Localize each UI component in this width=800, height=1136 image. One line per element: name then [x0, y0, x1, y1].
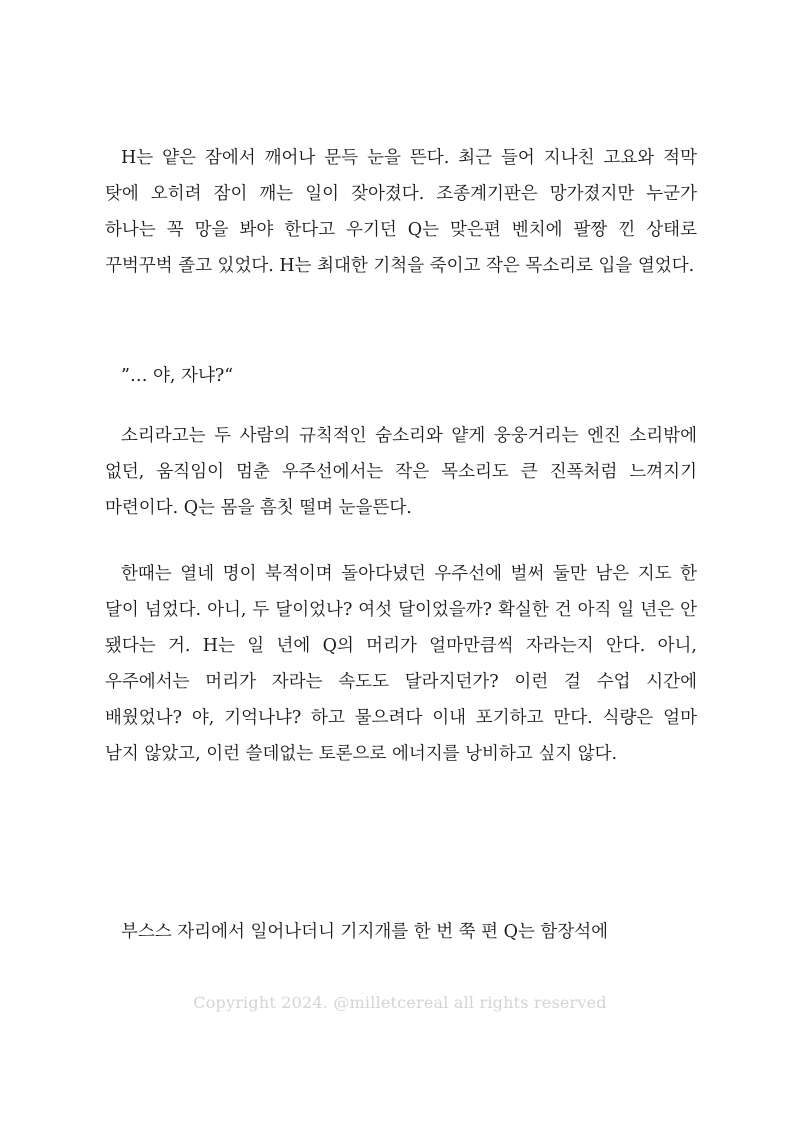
paragraph-4: 한때는 열네 명이 북적이며 돌아다녔던 우주선에 벌써 둘만 남은 지도 한 달이 넘었다. 아니, 두 달이었나? 여섯 달이었을까? 확실한 건 아직 일 년은 안 됐다는 거. H는 일 년에 Q의 머리가 얼마만큼씩 자라는지 안다. 아니, 우주에서는 머리가 자라는 속도도 달라지던가? 이런 걸 수업 시간에 배웠었나? 야, 기억나냐? 하고 물으려다 이내 포기하고 만다. 식량은 얼마 남지 않았고, 이런 쓸데없는 토론으로 에너지를 낭비하고 싶지 않다.: [105, 564, 697, 764]
paragraph-3: 소리라고는 두 사람의 규칙적인 숨소리와 얕게 웅웅거리는 엔진 소리밖에 없던, 움직임이 멈춘 우주선에서는 작은 목소리도 큰 진폭처럼 느껴지기 마련이다. Q는 몸을 흠칫 떨며 눈을뜬다.: [105, 426, 697, 518]
paragraph-1: H는 얕은 잠에서 깨어나 문득 눈을 뜬다. 최근 들어 지나친 고요와 적막 탓에 오히려 잠이 깨는 일이 잦아졌다. 조종계기판은 망가졌지만 누군가 하나는 꼭 망을 봐야 한다고 우기던 Q는 맞은편 벤치에 팔짱 낀 상태로 꾸벅꾸벅 졸고 있었다. H는 최대한 기척을 죽이고 작은 목소리로 입을 열었다.: [105, 148, 697, 276]
paragraph-5: 부스스 자리에서 일어나더니 기지개를 한 번 쭉 편 Q는 함장석에: [121, 922, 609, 942]
copyright-notice: Copyright 2024. @milletcereal all rights reserved: [193, 993, 607, 1012]
paragraph-2-dialogue: ”… 야, 자냐?“: [121, 366, 234, 386]
